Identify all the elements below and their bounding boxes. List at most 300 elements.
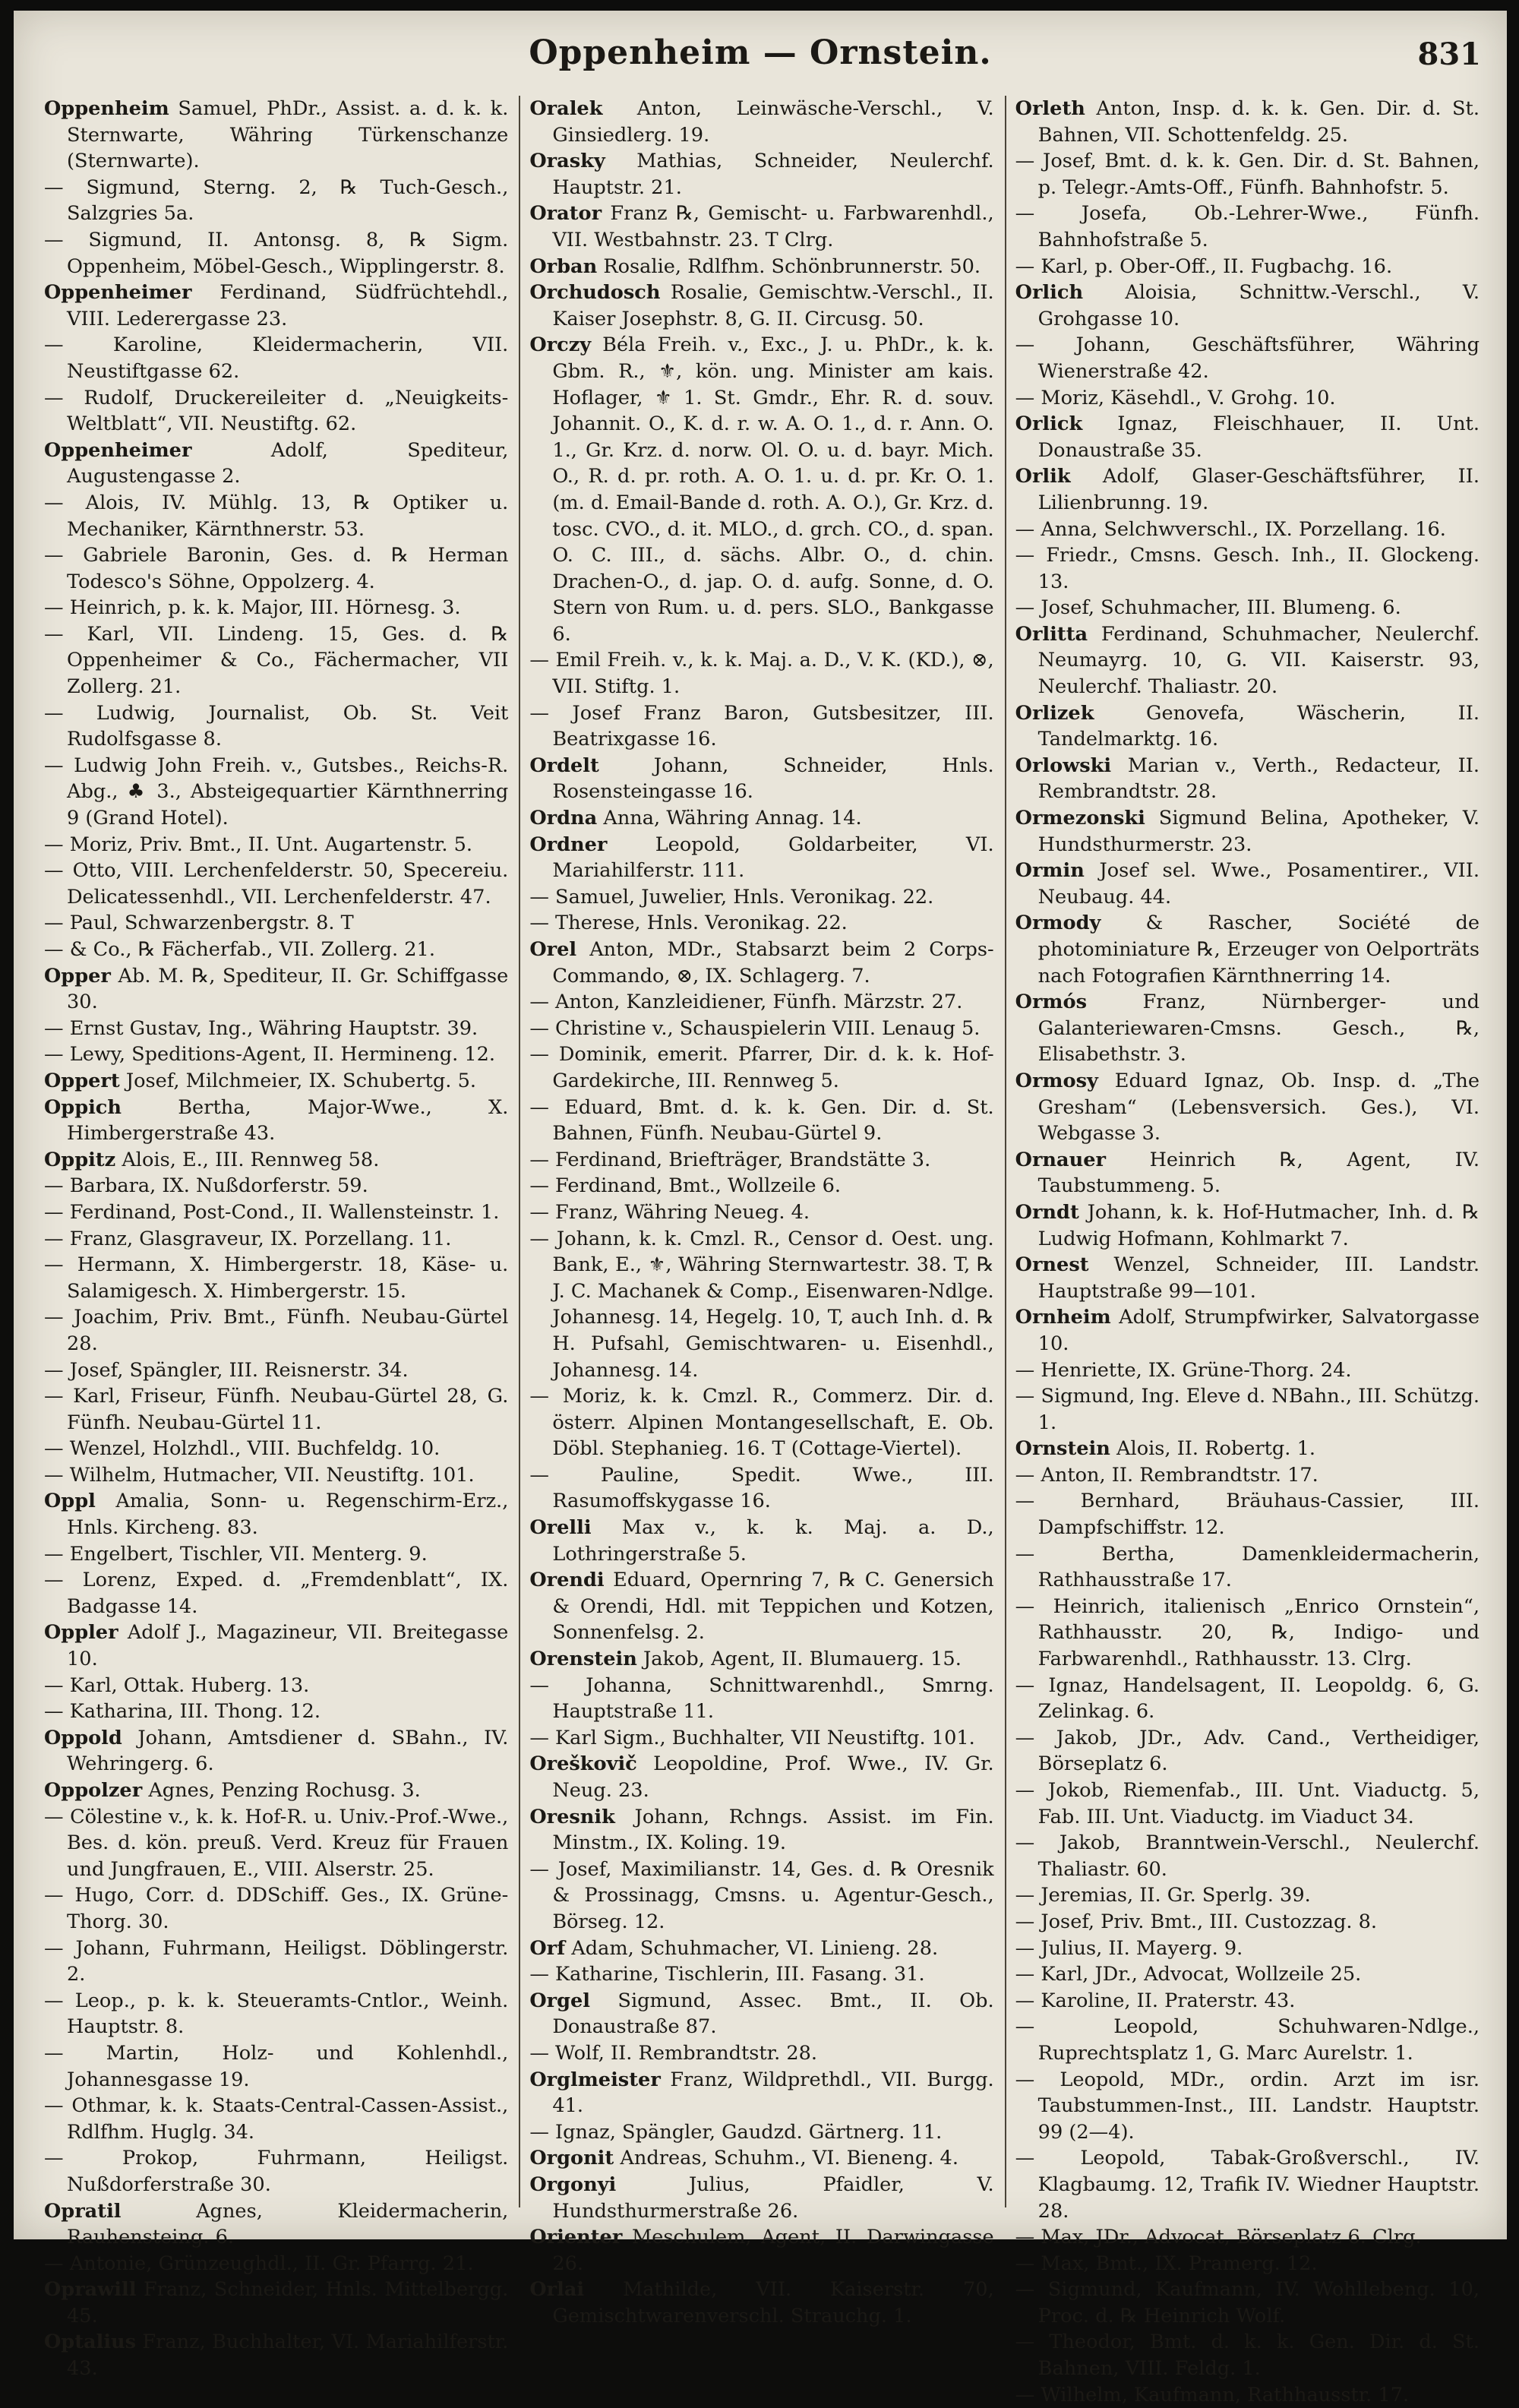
entry-surname: Orlizek [1015,701,1094,725]
entry-text: Johann, Rchngs. Assist. im Fin. Minstm., IX. Koling. 19. [552,1805,994,1855]
directory-entry [44,542,508,595]
entry-text: — Karoline, Kleidermacherin, VII. Neustiftgasse 62. [44,333,509,383]
entry-text: — Katharine, Tischlerin, III. Fasang. 31. [529,1963,925,1986]
entry-text: Adolf, Spediteur, Augustengasse 2. [67,438,509,488]
entry-text: Alois, II. Robertg. 1. [1116,1437,1315,1461]
directory-entry [44,1147,508,1174]
directory-entry [44,2145,508,2198]
entry-text: Franz, Nürnberger- und Galanteriewaren-Cmsns. Gesch., ℞, Elisabethstr. 3. [1037,991,1480,1067]
directory-entry [529,1226,993,1384]
entry-text: — Martin, Holz- und Kohlenhdl., Johannesgasse 19. [44,2041,509,2091]
directory-entry [44,1804,508,1883]
directory-entry [529,1515,993,1567]
directory-entry [1015,1725,1480,1778]
directory-entry [44,96,508,175]
entry-text: Adolf J., Magazineur, VII. Breitegasse 10. [67,1621,509,1671]
entry-surname: Oppenheim [44,97,169,120]
directory-entry [529,2040,993,2067]
entry-text: & Rascher, Société de photominiature ℞, Erzeuger von Oelporträts nach Fotografien Kärnthnerring 14. [1037,912,1480,988]
entry-text: — Katharina, III. Thong. 12. [44,1700,321,1724]
entry-text: — Heinrich, italienisch „Enrico Ornstein“, Rathhausstr. 20, ℞, Indigo- und Farbwarenhdl., Rathhausstr. 13. Clrg. [1015,1594,1480,1671]
entry-text: Franz ℞, Gemischt- u. Farbwarenhdl., VII. Westbahnstr. 23. T Clrg. [552,202,994,251]
entry-text: — Josef, Bmt. d. k. k. Gen. Dir. d. St. Bahnen, p. Telegr.-Amts-Off., Fünfh. Bahnhofstr. 5. [1015,150,1480,199]
directory-entry [1015,385,1480,412]
directory-entry [529,332,993,647]
directory-entry [1015,1199,1480,1252]
entry-text: — Franz, Glasgraveur, IX. Porzellang. 11. [44,1227,452,1250]
directory-entry [44,1357,508,1384]
entry-text: — Josef, Maximilianstr. 14, Ges. d. ℞ Oresnik & Prossinagg, Cmsns. u. Agentur-Gesch., Börseg. 12. [529,1857,994,1933]
directory-entry [44,753,508,832]
entry-text: — Ludwig, Journalist, Ob. St. Veit Rudolfsgasse 8. [44,701,509,751]
entry-text: — Joachim, Priv. Bmt., Fünfh. Neubau-Gürtel 28. [44,1306,509,1355]
entry-text: — Jokob, Riemenfab., III. Unt. Viaductg. 5, Fab. III. Unt. Viaductg. im Viaduct 34. [1015,1779,1480,1828]
directory-entry [529,1016,993,1042]
entry-text: Jakob, Agent, II. Blumauerg. 15. [643,1648,962,1671]
entry-text: Franz, Wildprethdl., VII. Burgg. 41. [552,2068,994,2118]
directory-entry [529,700,993,753]
entry-text: — Julius, II. Mayerg. 9. [1015,1936,1243,1960]
entry-surname: Ormezonski [1015,807,1145,830]
directory-entry [1015,1488,1480,1541]
entry-text: — Gabriele Baronin, Ges. d. ℞ Herman Todesco's Söhne, Oppolzerg. 4. [44,544,509,593]
entry-text: — Josef, Schuhmacher, III. Blumeng. 6. [1015,596,1401,620]
directory-entry [1015,1462,1480,1489]
entry-text: — Johanna, Schnittwarenhdl., Smrng. Hauptstraße 11. [529,1673,994,1724]
entry-text: — Samuel, Juwelier, Hnls. Veronikag. 22. [529,885,934,909]
entry-text: — Moriz, Käsehdl., V. Grohg. 10. [1015,386,1336,409]
entry-text: — Karl, Friseur, Fünfh. Neubau-Gürtel 28, G. Fünfh. Neubau-Gürtel 11. [44,1385,509,1434]
entry-text: — Emil Freih. v., k. k. Maj. a. D., V. K. (KD.), ⊗, VII. Stiftg. 1. [529,649,994,699]
directory-entry [529,1646,993,1673]
directory-entry [529,1936,993,1962]
entry-text: — Wolf, II. Rembrandtstr. 28. [529,2041,818,2065]
entry-text: — Hermann, X. Himbergerstr. 18, Käse- u. Salamigesch. X. Himbergerstr. 15. [44,1253,509,1303]
directory-entry [44,1068,508,1095]
directory-entry [1015,1541,1480,1594]
entry-text: Eduard Ignaz, Ob. Insp. d. „The Gresham“ (Lebensversich. Ges.), VI. Webgasse 3. [1037,1069,1480,1146]
entry-text: — Henriette, IX. Grüne-Thorg. 24. [1015,1358,1352,1382]
entry-text: — Karl, Ottak. Huberg. 13. [44,1673,310,1697]
directory-entry [529,884,993,911]
directory-entry [529,1462,993,1515]
directory-entry [44,175,508,227]
directory-entry [529,2145,993,2172]
entry-text: — Lewy, Speditions-Agent, II. Hermineng. 12. [44,1043,496,1067]
entry-text: — Josef, Spängler, III. Reisnerstr. 34. [44,1358,409,1382]
entry-surname: Orlitta [1015,622,1088,646]
entry-text: — Karl, VII. Lindeng. 15, Ges. d. ℞ Oppenheimer & Co., Fächermacher, VII Zollerg. 21. [44,622,509,699]
entry-text: — Anna, Selchwverschl., IX. Porzellang. 16. [1015,517,1446,541]
directory-entry [44,1936,508,1988]
directory-entry [44,1304,508,1357]
directory-entry [44,937,508,963]
directory-entry [1015,411,1480,463]
entry-surname: Orgel [529,1989,591,2012]
directory-entry [529,832,993,884]
entry-text: — Bernhard, Bräuhaus-Cassier, III. Dampfschiffstr. 12. [1015,1490,1480,1540]
directory-entry [44,1488,508,1541]
entry-surname: Ormin [1015,859,1085,883]
directory-entry [1015,463,1480,516]
entry-text: — Pauline, Spedit. Wwe., III. Rasumoffskygasse 16. [529,1463,994,1513]
directory-entry [44,2198,508,2251]
entry-text: Béla Freih. v., Exc., J. u. PhDr., k. k. Gbm. R., ⚜, kön. ung. Minister am kais. Hoflager, ⚜ 1. St. Gmdr., Ehr. R. d. souv. Johannit. O., K. d. r. w. A. O. 1., d. r. Ann. O. 1., Gr. Krz. d. norw. Ol. O. u. d. bayr. Mich. O., R. d. pr. roth. A. O. 1. u. d. pr. Kr. O. 1. (m. d. Email-Bande d. roth. A. O.), Gr. Krz. d. tosc. CVO., d. it. MLO., d. grch. CO., d. span. O. C. III., d. sächs. Albr. O., d. chin. Drachen-O., d. jap. O. d. aufg. Sonne, d. O. Stern von Rum. u. d. pers. SLO., Bankgasse 6. [552,333,994,646]
entry-text: Adam, Schuhmacher, VI. Linieng. 28. [571,1936,939,1960]
entry-surname: Orlowski [1015,754,1112,777]
directory-entry [1015,148,1480,201]
directory-entry [1015,2067,1480,2146]
directory-entry [44,332,508,384]
entry-text: — Sigmund, Kaufmann, IV. Wohllebeng. 10, Proc. d. ℞ Heinrich Wolf. [1015,2278,1480,2327]
entry-surname: Oppl [44,1490,96,1513]
entry-text: Sigmund, Assec. Bmt., II. Ob. Donaustraße 87. [552,1989,994,2039]
entry-surname: Opratil [44,2199,122,2223]
entry-surname: Oreškovič [529,1752,637,1776]
page-header [14,33,1507,87]
entry-text: — Sigmund, Ing. Eleve d. NBahn., III. Schützg. 1. [1015,1385,1480,1434]
directory-entry [529,2067,993,2119]
directory-entry [529,1095,993,1147]
directory-entry [529,1725,993,1752]
directory-entry [44,1226,508,1253]
entry-text: — Jeremias, II. Gr. Sperlg. 39. [1015,1884,1311,1907]
entry-surname: Orlik [1015,465,1071,488]
entry-text: — Johann, Fuhrmann, Heiligst. Döblingerstr. 2. [44,1936,509,1986]
directory-entry [1015,1357,1480,1384]
entry-text: Mathilde, VII. Kaiserstr. 70, Gemischtwarenverschl. Strauchg. 1. [552,2278,994,2327]
entry-text: Julius, Pfaidler, V. Hundsthurmerstraße 26. [552,2173,994,2223]
directory-entry [44,621,508,700]
entry-surname: Orczy [529,333,592,357]
entry-text: — Leop., p. k. k. Steueramts-Cntlor., Weinh. Hauptstr. 8. [44,1989,509,2039]
entry-text: — Sigmund, II. Antonsg. 8, ℞ Sigm. Oppenheim, Möbel-Gesch., Wipplingerstr. 8. [44,228,509,278]
entry-text: — Sigmund, Sterng. 2, ℞ Tuch-Gesch., Salzgries 5a. [44,175,509,226]
entry-text: — Christine v., Schauspielerin VIII. Lenaug 5. [529,1016,981,1040]
entry-surname: Oppolzer [44,1779,143,1802]
directory-entry [44,2251,508,2277]
entry-surname: Oppitz [44,1148,116,1171]
directory-entry [529,1751,993,1803]
entry-surname: Orf [529,1936,566,1960]
directory-entry [529,1961,993,1988]
directory-entry [44,1252,508,1304]
directory-entry [44,1383,508,1436]
entry-surname: Orleth [1015,97,1085,120]
entry-text: — Leopold, MDr., ordin. Arzt im isr. Taubstummen-Inst., III. Landstr. Hauptstr. 99 (2—4). [1015,2068,1480,2144]
directory-entry [1015,1988,1480,2015]
entry-surname: Orlai [529,2278,585,2302]
entry-text: — Alois, IV. Mühlg. 13, ℞ Optiker u. Mechaniker, Kärnthnerstr. 53. [44,491,509,541]
directory-entry [1015,2224,1480,2251]
directory-entry [44,910,508,937]
directory-entry [44,595,508,621]
directory-entry [529,647,993,700]
directory-entry [1015,989,1480,1068]
entry-text: Ignaz, Fleischhauer, II. Unt. Donaustraße 35. [1037,412,1480,462]
directory-entry [44,700,508,753]
entry-text: — Friedr., Cmsns. Gesch. Inh., II. Glockeng. 13. [1015,544,1480,593]
column-left [44,96,509,2381]
directory-entry [44,832,508,858]
directory-entry [44,1778,508,1804]
directory-entry [529,201,993,253]
entry-text: — Theodor, Bmt. d. k. k. Gen. Dir. d. St. Bahnen, VIII. Feldg. 1. [1015,2331,1480,2381]
directory-entry [529,753,993,805]
directory-entry [529,1173,993,1199]
directory-entry [529,2224,993,2277]
entry-text: — Ludwig John Freih. v., Gutsbes., Reichs-R. Abg., ♣ 3., Absteigequartier Kärnthnerring 9 (Grand Hotel). [44,754,509,830]
directory-entry [1015,2382,1480,2408]
entry-text: — Ignaz, Spängler, Gaudzd. Gärtnerg. 11. [529,2120,943,2144]
entry-text: Agnes, Penzing Rochusg. 3. [148,1779,421,1802]
directory-entry [1015,254,1480,280]
directory-entry [1015,858,1480,910]
entry-text: — Ferdinand, Briefträger, Brandstätte 3. [529,1148,931,1171]
directory-entry [44,2040,508,2093]
directory-entry [529,937,993,989]
directory-entry [1015,2277,1480,2329]
entry-text: — Eduard, Bmt. d. k. k. Gen. Dir. d. St. Bahnen, Fünfh. Neubau-Gürtel 9. [529,1095,994,1146]
entry-text: — Josefa, Ob.-Lehrer-Wwe., Fünfh. Bahnhofstraße 5. [1015,202,1480,251]
entry-surname: Oralek [529,97,603,120]
entry-text: Andreas, Schuhm., VI. Bieneng. 4. [620,2147,958,2170]
entry-surname: Orban [529,254,598,278]
directory-entry [44,438,508,490]
directory-entry [1015,1936,1480,1962]
entry-surname: Oppich [44,1095,122,1119]
entry-text: — Ignaz, Handelsagent, II. Leopoldg. 6, G. Zelinkag. 6. [1015,1673,1480,1724]
directory-entry [44,1541,508,1568]
entry-text: — & Co., ℞ Fächerfab., VII. Zollerg. 21. [44,938,435,961]
entry-text: Johann, Schneider, Hnls. Rosensteingasse 16. [552,754,994,804]
entry-text: — Lorenz, Exped. d. „Fremdenblatt“, IX. Badgasse 14. [44,1569,509,1618]
directory-entry [44,385,508,438]
entry-text: Josef sel. Wwe., Posamentirer., VII. Neubaug. 44. [1037,859,1480,909]
directory-entry [44,1673,508,1699]
directory-entry [44,1095,508,1147]
directory-entry [44,1016,508,1042]
directory-entry [44,1699,508,1725]
entry-text: Adolf, Strumpfwirker, Salvatorgasse 10. [1037,1306,1480,1355]
directory-entry [1015,910,1480,989]
directory-entry [44,490,508,542]
running-title: Oppenheim — Ornstein. [529,33,992,72]
directory-entry [529,1199,993,1226]
entry-text: Franz, Buchhalter, VI. Mariahilferstr. 43. [67,2331,509,2381]
directory-entry [44,1173,508,1199]
entry-surname: Optalius [44,2331,137,2354]
entry-text: — Karl, p. Ober-Off., II. Fugbachg. 16. [1015,254,1393,278]
directory-entry [529,2277,993,2329]
entry-text: — Wenzel, Holzhdl., VIII. Buchfeldg. 10. [44,1437,441,1461]
entry-text: — Cölestine v., k. k. Hof-R. u. Univ.-Prof.-Wwe., Bes. d. kön. preuß. Verd. Kreuz für Frauen und Jungfrauen, E., VIII. Alserstr. 25. [44,1805,509,1881]
directory-entry [44,2093,508,2145]
directory-entry [529,1041,993,1094]
entry-surname: Ormosy [1015,1069,1098,1092]
directory-entry [44,858,508,910]
entry-text: Max v., k. k. Maj. a. D., Lothringerstraße 5. [552,1516,994,1566]
entry-text: — Karl, JDr., Advocat, Wollzeile 25. [1015,1963,1362,1986]
directory-entry [44,1882,508,1935]
directory-entry [1015,1594,1480,1673]
directory-entry [44,2277,508,2329]
directory-entry [44,1988,508,2040]
directory-entry [1015,2014,1480,2066]
column-middle [519,96,994,2327]
entry-text: Anton, Leinwäsche-Verschl., V. Ginsiedlerg. 19. [552,97,994,147]
directory-entry [44,227,508,280]
directory-entry [529,1567,993,1646]
entry-surname: Ornstein [1015,1437,1110,1461]
entry-surname: Ormós [1015,991,1087,1014]
directory-entry [1015,621,1480,700]
entry-text: — Wilhelm, Hutmacher, VII. Neustiftg. 101. [44,1463,475,1487]
directory-entry [529,1147,993,1174]
entry-text: — Josef Franz Baron, Gutsbesitzer, III. Beatrixgasse 16. [529,701,994,751]
entry-text: Ferdinand, Schuhmacher, Neulerchf. Neumayrg. 10, G. VII. Kaiserstr. 93, Neulerchf. Thaliastr. 20. [1037,622,1480,699]
directory-entry [529,1857,993,1936]
entry-text: — Ferdinand, Post-Cond., II. Wallensteinstr. 1. [44,1200,500,1224]
directory-entry [1015,201,1480,253]
directory-entry [529,1804,993,1857]
entry-text: Wenzel, Schneider, III. Landstr. Hauptstraße 99—101. [1037,1253,1480,1303]
directory-entry [1015,595,1480,621]
entry-text: Ab. M. ℞, Spediteur, II. Gr. Schiffgasse 30. [67,964,509,1014]
entry-text: — Othmar, k. k. Staats-Central-Cassen-Assist., Rdlfhm. Huglg. 34. [44,2094,509,2144]
entry-text: — Paul, Schwarzenbergstr. 8. T [44,912,354,935]
directory-entry [1015,700,1480,753]
directory-entry [1015,805,1480,858]
entry-surname: Orelli [529,1516,592,1540]
entry-text: — Bertha, Damenkleidermacherin, Rathhausstraße 17. [1015,1542,1480,1592]
directory-entry [1015,1909,1480,1936]
entry-text: Samuel, PhDr., Assist. a. d. k. k. Sternwarte, Währing Türkenschanze (Sternwarte). [67,97,509,173]
directory-entry [529,2119,993,2146]
entry-text: Johann, Amtsdiener d. SBahn., IV. Wehringerg. 6. [67,1726,509,1776]
entry-text: — Moriz, Priv. Bmt., II. Unt. Augartenstr. 5. [44,833,473,856]
column-right [1005,96,1480,2406]
entry-surname: Orlich [1015,281,1084,305]
entry-surname: Orator [529,202,602,226]
entry-text: — Barbara, IX. Nußdorferstr. 59. [44,1174,368,1198]
entry-text: — Rudolf, Druckereileiter d. „Neuigkeits-Weltblatt“, VII. Neustiftg. 62. [44,386,509,436]
entry-text: Bertha, Major-Wwe., X. Himbergerstraße 43. [67,1095,509,1146]
entry-surname: Oppler [44,1621,118,1645]
entry-text: — Engelbert, Tischler, VII. Menterg. 9. [44,1542,428,1566]
directory-entry [44,963,508,1016]
entry-surname: Ordelt [529,754,599,777]
entry-text: Agnes, Kleidermacherin, Rauhensteing. 6. [67,2199,509,2249]
entry-surname: Ornest [1015,1253,1089,1277]
entry-text: — Johann, k. k. Cmzl. R., Censor d. Oest. ung. Bank, E., ⚜, Währing Sternwartestr. 38. T, ℞ J. C. Machanek & Comp., Eisenwaren-Ndlge. Johannesg. 14, Hegelg. 10, T, auch Inh. d. ℞ H. Pufsahl, Gemischtwaren- u. Eisenhdl., Johannesg. 14. [529,1227,994,1382]
entry-text: Amalia, Sonn- u. Regenschirm-Erz., Hnls. Kircheng. 83. [67,1490,509,1540]
entry-text: — Leopold, Schuhwaren-Ndlge., Ruprechtsplatz 1, G. Marc Aurelstr. 1. [1015,2015,1480,2065]
directory-entry [44,1620,508,1672]
entry-surname: Orasky [529,150,605,173]
entry-text: Aloisia, Schnittw.-Verschl., V. Grohgasse 10. [1037,281,1480,330]
entry-surname: Orchudosch [529,281,661,305]
directory-entry [44,1041,508,1068]
entry-text: — Franz, Währing Neueg. 4. [529,1200,810,1224]
entry-text: — Therese, Hnls. Veronikag. 22. [529,912,848,935]
entry-text: — Jakob, JDr., Adv. Cand., Vertheidiger, Börseplatz 6. [1015,1726,1480,1776]
entry-text: — Karoline, II. Praterstr. 43. [1015,1989,1296,2012]
directory-entry [529,1988,993,2040]
directory-entry [1015,1673,1480,1725]
entry-text: Anton, Insp. d. k. k. Gen. Dir. d. St. Bahnen, VII. Schottenfeldg. 25. [1037,97,1480,147]
directory-entry [1015,1304,1480,1357]
directory-entry [529,1383,993,1462]
entry-text: Josef, Milchmeier, IX. Schubertg. 5. [125,1069,477,1092]
entry-text: Marian v., Verth., Redacteur, II. Rembrandtstr. 28. [1037,754,1480,804]
directory-page [14,11,1507,2406]
entry-text: Leopoldine, Prof. Wwe., IV. Gr. Neug. 23. [552,1752,994,1802]
entry-surname: Orgonyi [529,2173,617,2196]
directory-entry [1015,753,1480,805]
entry-surname: Orendi [529,1569,605,1592]
directory-entry [44,1436,508,1462]
entry-text: Eduard, Opernring 7, ℞ C. Genersich & Orendi, Hdl. mit Teppichen und Kotzen, Sonnenfelsg. 2. [552,1569,994,1645]
entry-surname: Oppenheimer [44,438,192,462]
entry-surname: Opper [44,964,111,988]
entry-text: — Karl Sigm., Buchhalter, VII Neustiftg. 101. [529,1726,975,1749]
entry-text: Rosalie, Rdlfhm. Schönbrunnerstr. 50. [603,254,981,278]
entry-surname: Orgonit [529,2147,614,2170]
entry-surname: Orndt [1015,1200,1079,1224]
directory-entry [1015,332,1480,384]
entry-text: Adolf, Glaser-Geschäftsführer, II. Lilienbrunng. 19. [1037,465,1480,514]
directory-entry [529,148,993,201]
directory-entry [1015,1383,1480,1436]
directory-entry [1015,542,1480,595]
directory-entry [529,96,993,148]
directory-entry [529,280,993,332]
directory-entry [1015,2329,1480,2381]
entry-surname: Ornheim [1015,1306,1111,1329]
entry-text: — Antonie, Grünzeughdl., II. Gr. Pfarrg. 21. [44,2252,474,2275]
entry-text: Ferdinand, Südfrüchtehdl., VIII. Lederergasse 23. [67,281,509,330]
entry-text: Genovefa, Wäscherin, II. Tandelmarktg. 16. [1037,701,1480,751]
directory-entry [1015,1436,1480,1462]
entry-surname: Orlick [1015,412,1083,436]
entry-text: — Johann, Geschäftsführer, Währing Wienerstraße 42. [1015,333,1480,383]
entry-text: — Jakob, Branntwein-Verschl., Neulerchf. Thaliastr. 60. [1015,1831,1480,1881]
entry-surname: Oprawill [44,2278,137,2302]
entry-surname: Orglmeister [529,2068,661,2091]
entry-text: Anna, Währing Annag. 14. [603,807,862,830]
entry-text: Rosalie, Gemischtw.-Verschl., II. Kaiser Josephstr. 8, G. II. Circusg. 50. [552,281,994,330]
directory-entry [44,1462,508,1489]
entry-text: — Wilhelm, Kaufmann, Rathhausstr. 17. [1015,2383,1410,2406]
directory-entry [44,1725,508,1778]
entry-text: — Josef, Priv. Bmt., III. Custozzag. 8. [1015,1910,1378,1933]
directory-entry [1015,2145,1480,2224]
entry-surname: Oppert [44,1069,120,1092]
directory-entry [44,1199,508,1226]
directory-columns [44,96,1480,2406]
entry-surname: Ornauer [1015,1148,1107,1171]
entry-text: — Leopold, Tabak-Großverschl., IV. Klagbaumg. 12, Trafik IV. Wiedner Hauptstr. 28. [1015,2147,1480,2223]
entry-text: Alois, E., III. Rennweg 58. [122,1148,380,1171]
entry-text: — Moriz, k. k. Cmzl. R., Commerz. Dir. d. österr. Alpinen Montangesellschaft, E. Ob. Döbl. Stephanieg. 16. T (Cottage-Viertel). [529,1385,994,1461]
directory-entry [1015,1882,1480,1909]
directory-entry [529,1673,993,1725]
entry-surname: Ordna [529,807,598,830]
directory-entry [1015,517,1480,543]
entry-surname: Orenstein [529,1648,637,1671]
entry-text: — Hugo, Corr. d. DDSchiff. Ges., IX. Grüne-Thorg. 30. [44,1884,509,1933]
